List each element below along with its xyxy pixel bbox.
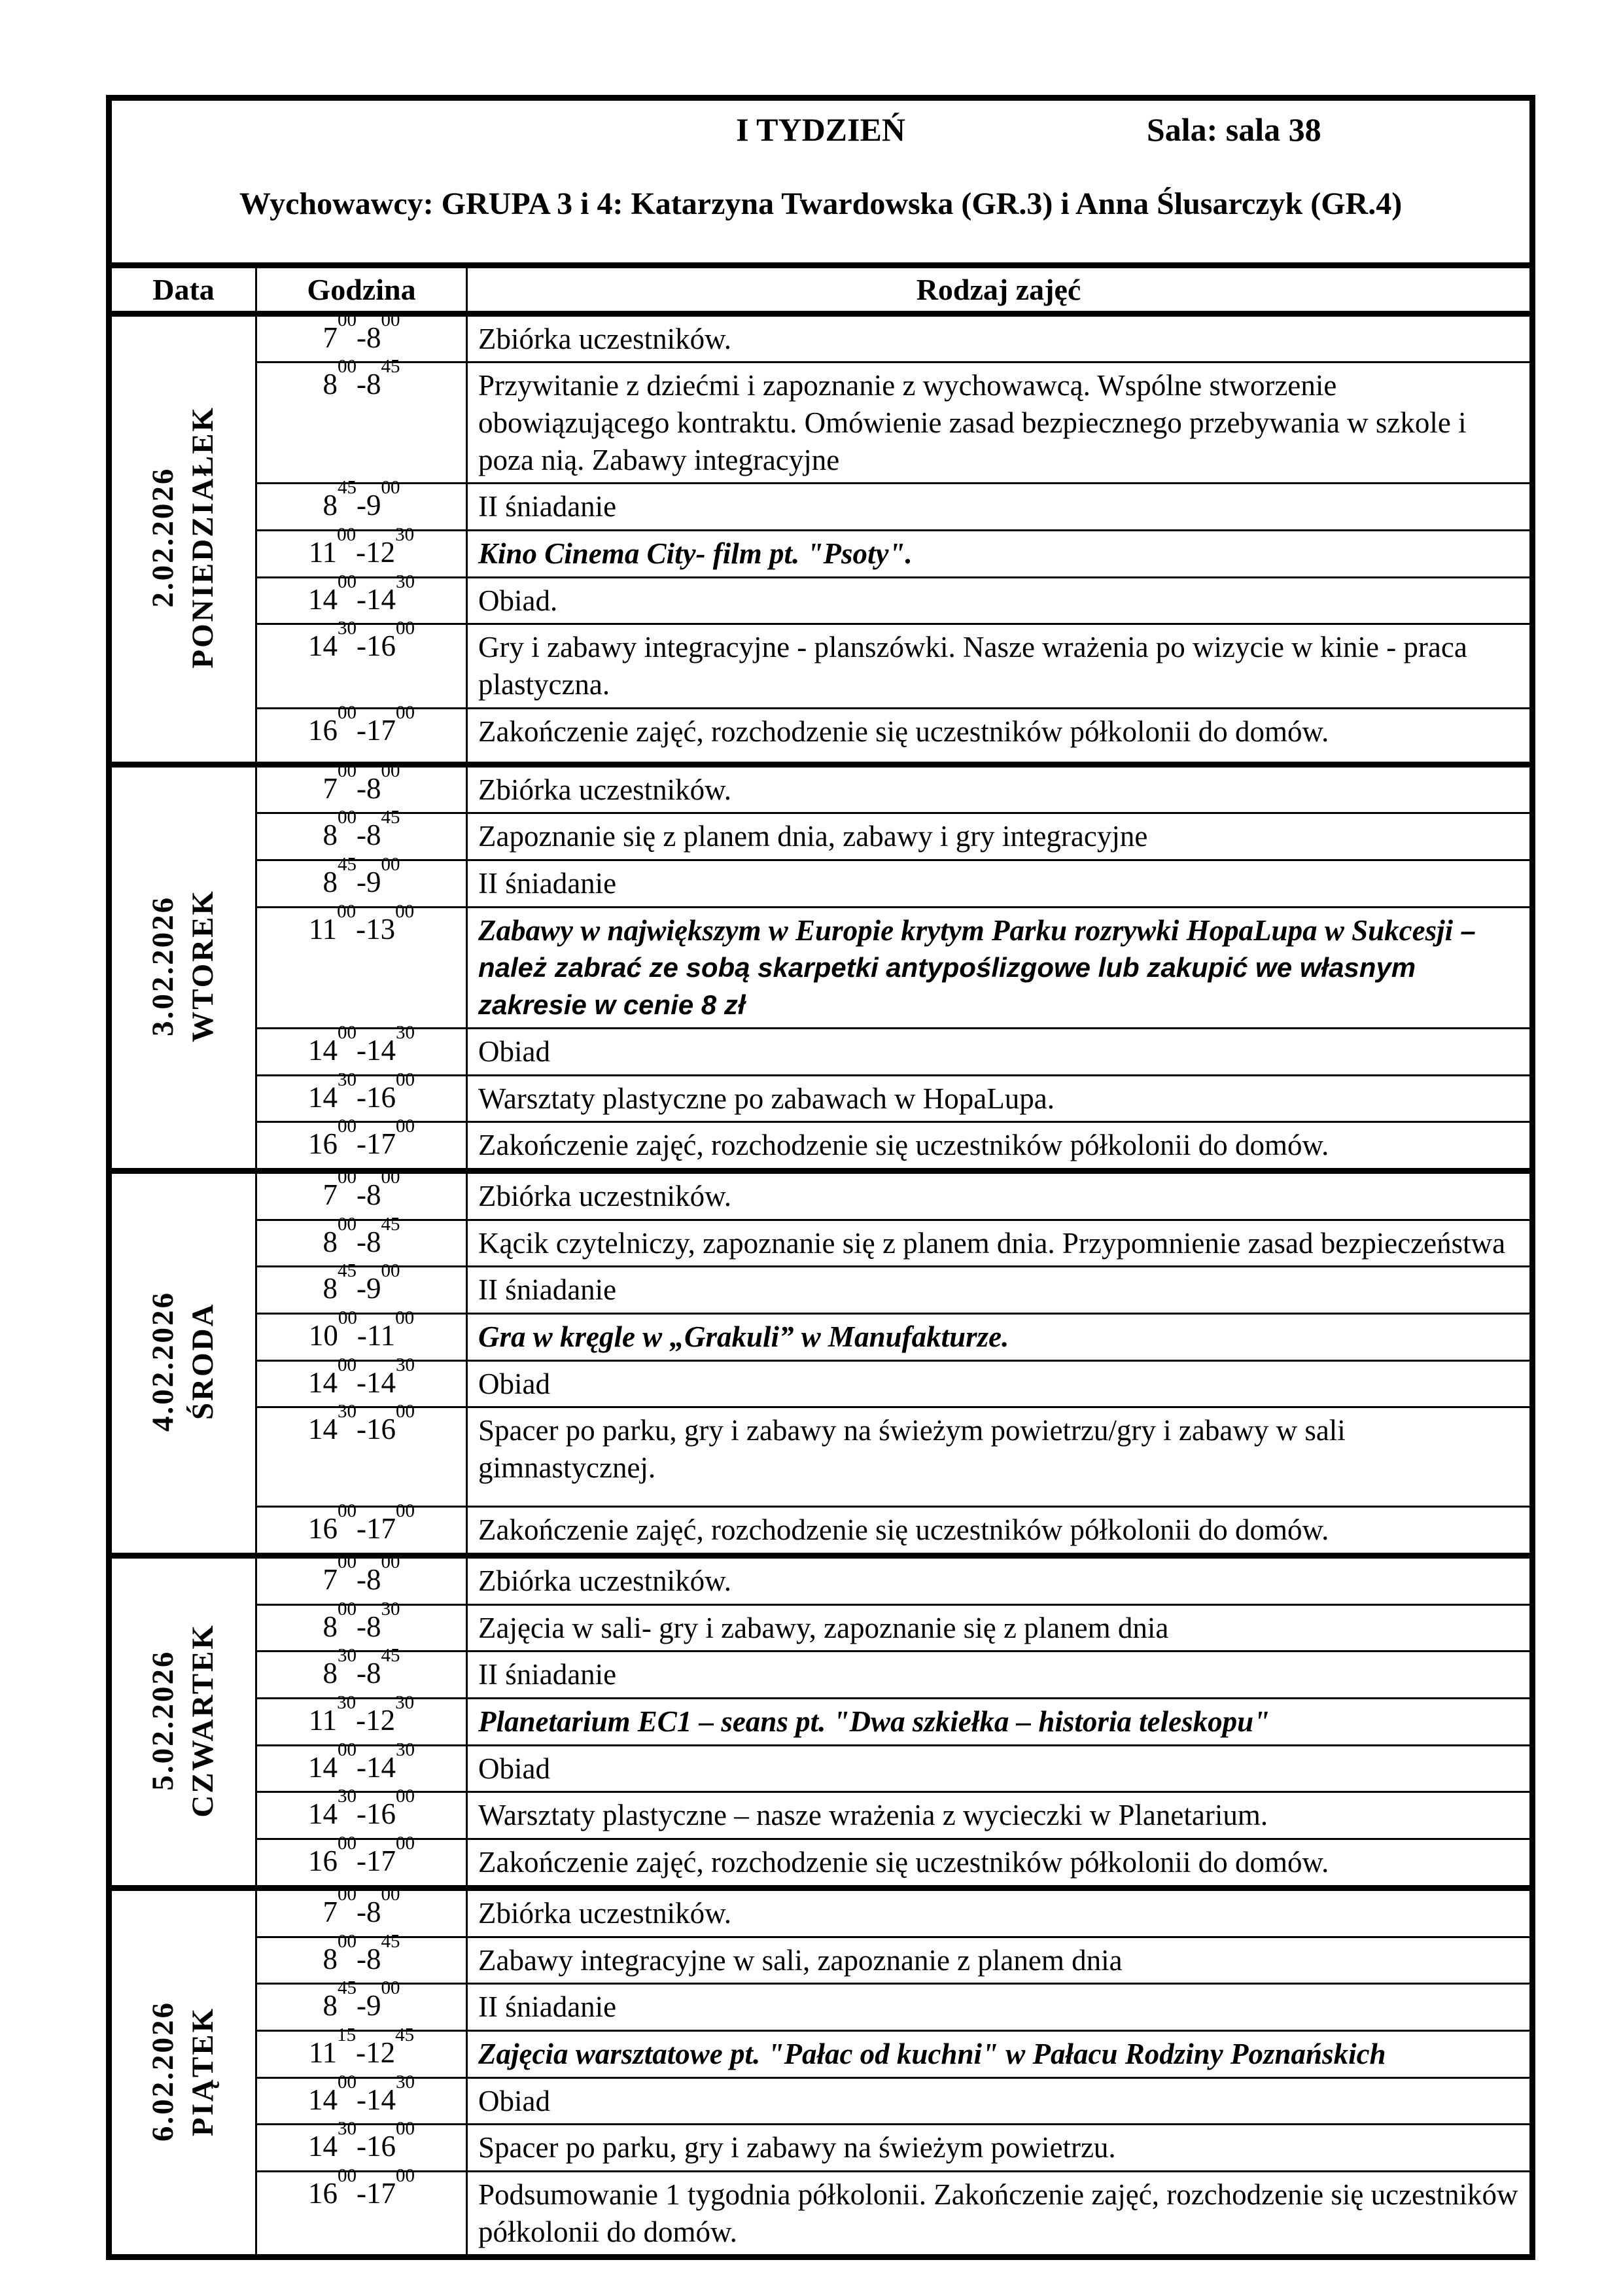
- schedule-row: [109, 577, 1533, 624]
- schedule-row: [109, 2125, 1533, 2172]
- time-cell: $8^{00}-8^{30}$: [256, 1604, 467, 1651]
- schedule-row: [109, 2077, 1533, 2125]
- day-date: 5.02.2026: [146, 1650, 181, 1791]
- schedule-row: [109, 1360, 1533, 1407]
- activity-cell-highlight: Kino Cinema City- film pt. "Psoty".: [467, 530, 1533, 577]
- schedule-row: [109, 813, 1533, 860]
- day-section-tuesday: [109, 760, 1533, 1171]
- activity-cell-highlight: [467, 907, 1533, 1028]
- day-section-wednesday: [109, 1166, 1533, 1555]
- time-cell: $14^{00}-14^{30}$: [256, 1745, 467, 1792]
- schedule-row: [109, 530, 1533, 577]
- time-cell: $14^{30}-16^{00}$: [256, 1407, 467, 1507]
- activity-cell: Podsumowanie 1 tygodnia półkolonii. Zakończenie zajęć, rozchodzenie się uczestników półkolonii do domów.: [467, 2171, 1533, 2257]
- time-cell: $8^{30}-8^{45}$: [256, 1651, 467, 1699]
- schedule-row: [109, 860, 1533, 908]
- schedule-row: [109, 1792, 1533, 1839]
- day-label-cell: [109, 1888, 256, 2257]
- day-section-thursday: [109, 1551, 1533, 1888]
- time-cell: $14^{00}-14^{30}$: [256, 577, 467, 624]
- schedule-row: [109, 313, 1533, 362]
- column-header-rodzaj: Rodzaj zajęć: [467, 265, 1533, 313]
- day-label: [143, 889, 223, 1042]
- schedule-row: [109, 1839, 1533, 1888]
- activity-cell: Zapoznanie się z planem dnia, zabawy i gry integracyjne: [467, 813, 1533, 860]
- activity-cell: II śniadanie: [467, 1651, 1533, 1699]
- day-label-cell: [109, 1171, 256, 1555]
- time-cell: $8^{45}-9^{00}$: [256, 1267, 467, 1314]
- day-weekday: CZWARTEK: [186, 1623, 220, 1818]
- schedule-row: [109, 764, 1533, 813]
- time-cell: $7^{00}-8^{00}$: [256, 1171, 467, 1220]
- activity-cell: Obiad: [467, 2077, 1533, 2125]
- room-label: Sala: sala 38: [1146, 111, 1321, 148]
- day-date: 6.02.2026: [146, 2000, 181, 2142]
- time-cell: $16^{00}-17^{00}$: [256, 1122, 467, 1171]
- schedule-table: [106, 95, 1535, 2260]
- activity-cell: Spacer po parku, gry i zabawy na świeżym powietrzu.: [467, 2125, 1533, 2172]
- schedule-row: [109, 2171, 1533, 2257]
- day-weekday: PIĄTEK: [186, 2005, 220, 2136]
- activity-cell: II śniadanie: [467, 1267, 1533, 1314]
- day-label-cell: [109, 764, 256, 1171]
- time-cell: $8^{00}-8^{45}$: [256, 1937, 467, 1984]
- activity-cell: Obiad: [467, 1745, 1533, 1792]
- schedule-row: [109, 1267, 1533, 1314]
- time-cell: $16^{00}-17^{00}$: [256, 1507, 467, 1556]
- schedule-row: [109, 362, 1533, 484]
- day-date: 2.02.2026: [146, 467, 181, 608]
- time-cell: $7^{00}-8^{00}$: [256, 764, 467, 813]
- schedule-row: [109, 1028, 1533, 1075]
- column-header-row: [109, 265, 1533, 313]
- time-cell: $16^{00}-17^{00}$: [256, 2171, 467, 2257]
- time-cell: $8^{45}-9^{00}$: [256, 484, 467, 531]
- activity-cell: Obiad: [467, 1360, 1533, 1407]
- schedule-row: [109, 1699, 1533, 1746]
- time-cell: $16^{00}-17^{00}$: [256, 708, 467, 764]
- schedule-row: [109, 1984, 1533, 2031]
- time-cell: $14^{00}-14^{30}$: [256, 1028, 467, 1075]
- activity-cell: Zbiórka uczestników.: [467, 1888, 1533, 1937]
- schedule-row: [109, 1171, 1533, 1220]
- time-cell: $7^{00}-8^{00}$: [256, 1888, 467, 1937]
- day-weekday: ŚRODA: [186, 1303, 220, 1421]
- time-cell: $14^{30}-16^{00}$: [256, 1075, 467, 1122]
- activity-cell: Kącik czytelniczy, zapoznanie się z planem dnia. Przypomnienie zasad bezpieczeństwa: [467, 1220, 1533, 1267]
- day-label: [143, 2001, 223, 2142]
- time-cell: $16^{00}-17^{00}$: [256, 1839, 467, 1888]
- time-cell: $10^{00}-11^{00}$: [256, 1313, 467, 1360]
- time-cell: $14^{30}-16^{00}$: [256, 2125, 467, 2172]
- title-row: [109, 98, 1533, 266]
- schedule-row: [109, 1745, 1533, 1792]
- activity-cell: Zbiórka uczestników.: [467, 764, 1533, 813]
- activity-cell-highlight: Planetarium EC1 – seans pt. "Dwa szkiełka – historia teleskopu": [467, 1699, 1533, 1746]
- time-cell: $8^{00}-8^{45}$: [256, 1220, 467, 1267]
- column-header-group: [109, 265, 1533, 313]
- activity-cell-highlight: Zajęcia warsztatowe pt. "Pałac od kuchni" w Pałacu Rodziny Poznańskich: [467, 2030, 1533, 2077]
- column-header-godzina: Godzina: [256, 265, 467, 313]
- activity-cell: Spacer po parku, gry i zabawy na świeżym powietrzu/gry i zabawy w sali gimnastycznej.: [467, 1407, 1533, 1507]
- activity-text-sans: – należ zabrać ze sobą skarpetki antypoślizgowe lub zakupić we własnym zakresie w cenie 8 zł: [478, 915, 1476, 1021]
- activity-cell: Obiad: [467, 1028, 1533, 1075]
- time-cell: $8^{00}-8^{45}$: [256, 362, 467, 484]
- schedule-row: [109, 1556, 1533, 1605]
- schedule-row: [109, 907, 1533, 1028]
- activity-cell: Zakończenie zajęć, rozchodzenie się uczestników półkolonii do domów.: [467, 708, 1533, 764]
- time-cell: $8^{45}-9^{00}$: [256, 1984, 467, 2031]
- schedule-row: [109, 1122, 1533, 1171]
- time-cell: $14^{00}-14^{30}$: [256, 1360, 467, 1407]
- supervisors-line: Wychowawcy: GRUPA 3 i 4: Katarzyna Twardowska (GR.3) i Anna Ślusarczyk (GR.4): [239, 186, 1403, 221]
- day-section-friday: [109, 1883, 1533, 2257]
- activity-cell: Przywitanie z dziećmi i zapoznanie z wychowawcą. Wspólne stworzenie obowiązującego kontraktu. Omówienie zasad bezpiecznego przebywania w szkole i poza nią. Zabawy integracyjne: [467, 362, 1533, 484]
- time-cell: $11^{00}-13^{00}$: [256, 907, 467, 1028]
- title-line: [112, 111, 1529, 149]
- activity-text-serif: Zabawy w największym w Europie krytym Parku rozrywki HopaLupa w Sukcesji: [478, 913, 1461, 947]
- activity-cell: Warsztaty plastyczne po zabawach w HopaLupa.: [467, 1075, 1533, 1122]
- schedule-row: [109, 2030, 1533, 2077]
- activity-cell: Zbiórka uczestników.: [467, 313, 1533, 362]
- table-title-box: [109, 98, 1533, 266]
- schedule-row: [109, 484, 1533, 531]
- schedule-row: [109, 624, 1533, 708]
- activity-cell: Zakończenie zajęć, rozchodzenie się uczestników półkolonii do domów.: [467, 1839, 1533, 1888]
- day-weekday: PONIEDZIAŁEK: [186, 406, 220, 669]
- day-date: 4.02.2026: [146, 1291, 181, 1432]
- time-cell: $8^{00}-8^{45}$: [256, 813, 467, 860]
- activity-cell: Zakończenie zajęć, rozchodzenie się uczestników półkolonii do domów.: [467, 1507, 1533, 1556]
- activity-cell-highlight: Gra w kręgle w „Grakuli” w Manufakturze.: [467, 1313, 1533, 1360]
- schedule-row: [109, 1888, 1533, 1937]
- schedule-row: [109, 1604, 1533, 1651]
- time-cell: $11^{00}-12^{30}$: [256, 530, 467, 577]
- day-section-monday: [109, 309, 1533, 764]
- schedule-row: [109, 1651, 1533, 1699]
- time-cell: $8^{45}-9^{00}$: [256, 860, 467, 908]
- activity-cell: Zabawy integracyjne w sali, zapoznanie z planem dnia: [467, 1937, 1533, 1984]
- day-label: [143, 406, 223, 669]
- activity-cell: II śniadanie: [467, 484, 1533, 531]
- time-cell: $14^{00}-14^{30}$: [256, 2077, 467, 2125]
- title-cell: [109, 98, 1533, 266]
- schedule-row: [109, 1313, 1533, 1360]
- day-date: 3.02.2026: [146, 895, 181, 1036]
- activity-cell: Obiad.: [467, 577, 1533, 624]
- day-label-cell: [109, 1556, 256, 1888]
- schedule-row: [109, 1220, 1533, 1267]
- time-cell: $14^{30}-16^{00}$: [256, 1792, 467, 1839]
- time-cell: $11^{15}-12^{45}$: [256, 2030, 467, 2077]
- day-weekday: WTOREK: [186, 889, 220, 1043]
- time-cell: $7^{00}-8^{00}$: [256, 313, 467, 362]
- schedule-row: [109, 1075, 1533, 1122]
- week-title: I TYDZIEŃ: [736, 111, 905, 148]
- day-label-cell: [109, 313, 256, 764]
- time-cell: $7^{00}-8^{00}$: [256, 1556, 467, 1605]
- time-cell: $11^{30}-12^{30}$: [256, 1699, 467, 1746]
- activity-cell: II śniadanie: [467, 860, 1533, 908]
- activity-cell: Gry i zabawy integracyjne - planszówki. Nasze wrażenia po wizycie w kinie - praca plastyczna.: [467, 624, 1533, 708]
- time-cell: $14^{30}-16^{00}$: [256, 624, 467, 708]
- activity-cell: Zakończenie zajęć, rozchodzenie się uczestników półkolonii do domów.: [467, 1122, 1533, 1171]
- schedule-row: [109, 1507, 1533, 1556]
- day-label: [143, 1291, 223, 1432]
- column-header-data: Data: [109, 265, 256, 313]
- activity-cell: Zbiórka uczestników.: [467, 1171, 1533, 1220]
- activity-cell: Zajęcia w sali- gry i zabawy, zapoznanie się z planem dnia: [467, 1604, 1533, 1651]
- schedule-row: [109, 708, 1533, 764]
- schedule-row: [109, 1407, 1533, 1507]
- activity-cell: Zbiórka uczestników.: [467, 1556, 1533, 1605]
- activity-cell: Warsztaty plastyczne – nasze wrażenia z wycieczki w Planetarium.: [467, 1792, 1533, 1839]
- day-label: [143, 1623, 223, 1818]
- schedule-row: [109, 1937, 1533, 1984]
- activity-cell: II śniadanie: [467, 1984, 1533, 2031]
